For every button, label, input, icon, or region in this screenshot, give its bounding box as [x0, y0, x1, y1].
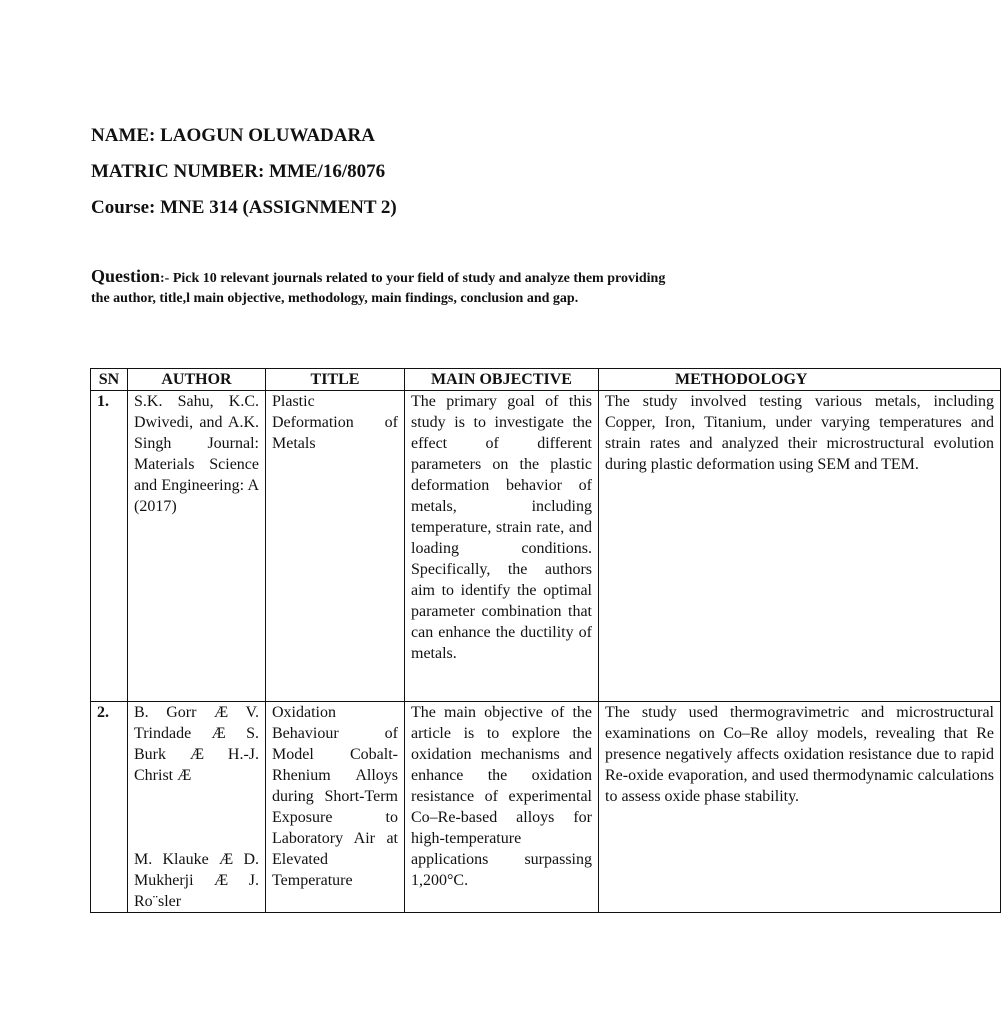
- author-cell: [128, 702, 266, 913]
- sn-cell: 1.: [91, 391, 128, 702]
- author-cell: [128, 391, 266, 702]
- objective-cell: The main objective of the article is to explore the oxidation mechanisms and enhance the oxidation resistance of experimental Co–Re-based alloys for high-temperature applications surpassing 1,200°C.: [405, 702, 599, 913]
- title-cell: Plastic Deformation of Metals: [266, 391, 405, 702]
- sn-cell: 2.: [91, 702, 128, 913]
- column-header-author: AUTHOR: [128, 369, 266, 391]
- table-header-row: [91, 369, 1001, 391]
- course-title: Course: MNE 314 (ASSIGNMENT 2): [91, 197, 397, 218]
- column-header-objective: MAIN OBJECTIVE: [405, 369, 599, 391]
- methodology-cell: The study used thermogravimetric and microstructural examinations on Co–Re alloy models, revealing that Re presence negatively affects oxidation resistance due to rapid Re-oxide evaporation, and used thermodynamic calculations to assess oxide phase stability.: [599, 702, 1001, 913]
- author-gap: [134, 786, 259, 849]
- question-label: Question: [91, 266, 161, 286]
- title-cell: Oxidation Behaviour of Model Cobalt-Rhenium Alloys during Short-Term Exposure to Laboratory Air at Elevated Temperature: [266, 702, 405, 913]
- question-paragraph: [91, 266, 671, 309]
- objective-cell: The primary goal of this study is to investigate the effect of different parameters on the plastic deformation behavior of metals, including temperature, strain rate, and loading conditions. Specifically, the authors aim to identify the optimal parameter combination that can enhance the ductility of metals.: [405, 391, 599, 702]
- column-header-title: TITLE: [266, 369, 405, 391]
- column-header-methodology: METHODOLOGY: [599, 369, 1001, 391]
- student-name: NAME: LAOGUN OLUWADARA: [91, 125, 375, 146]
- journal-table: [90, 368, 1001, 913]
- author-text: S.K. Sahu, K.C. Dwivedi, and A.K. Singh Journal: Materials Science and Engineering: A (2017): [134, 393, 259, 515]
- column-header-sn: SN: [91, 369, 128, 391]
- author-text-continued: M. Klauke Æ D. Mukherji Æ J. Ro¨sler: [134, 851, 259, 910]
- author-text: B. Gorr Æ V. Trindade Æ S. Burk Æ H.-J. Christ Æ: [134, 704, 259, 784]
- methodology-cell: The study involved testing various metals, including Copper, Iron, Titanium, under varying temperatures and strain rates and analyzed their microstructural evolution during plastic deformation using SEM and TEM.: [599, 391, 1001, 702]
- matric-number: MATRIC NUMBER: MME/16/8076: [91, 161, 386, 182]
- question-text: :- Pick 10 relevant journals related to your field of study and analyze them providing the author, title,l main objective, methodology, main findings, conclusion and gap.: [91, 271, 666, 306]
- table-row: [91, 391, 1001, 702]
- table-row: [91, 702, 1001, 913]
